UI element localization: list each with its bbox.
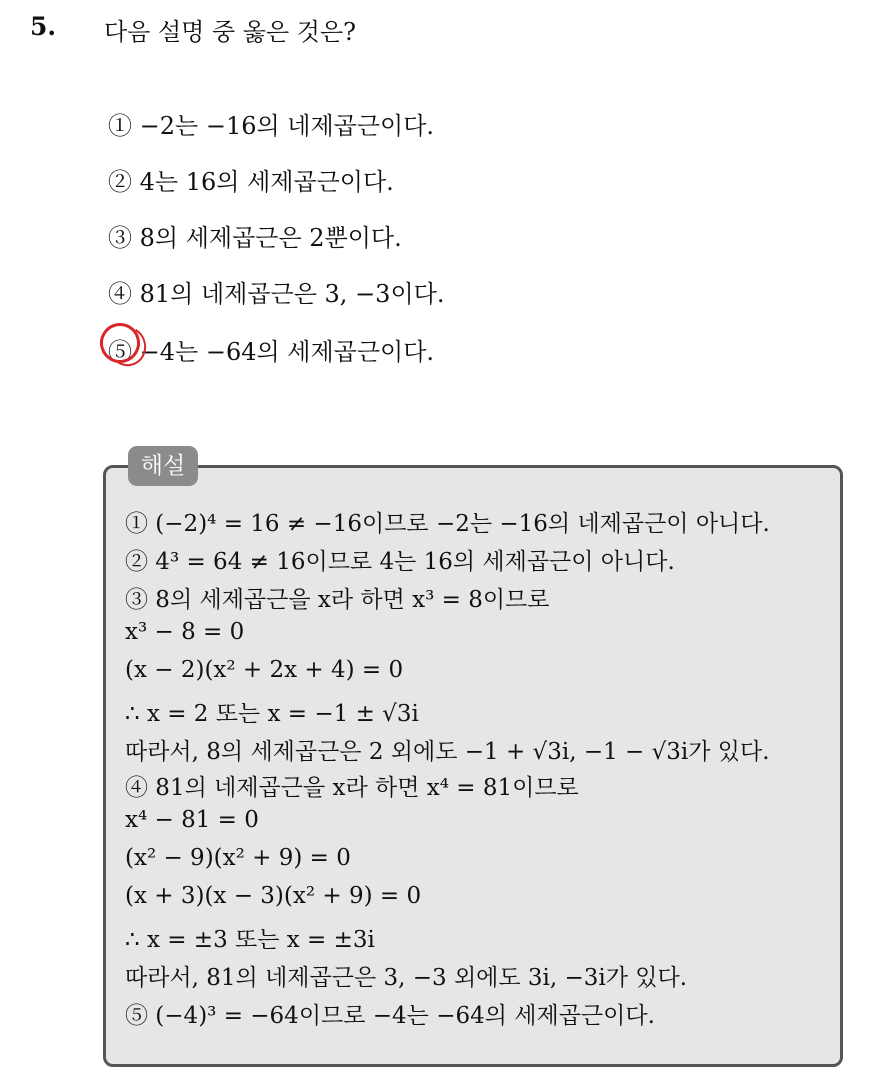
- explanation-line: x⁴ − 81 = 0: [125, 807, 259, 833]
- choice-2[interactable]: [108, 162, 394, 197]
- question-number: 5.: [30, 12, 57, 41]
- choice-1[interactable]: [108, 106, 434, 141]
- choice-4-body: 81의 네제곱근은 3, −3이다.: [139, 280, 445, 308]
- choice-5[interactable]: [108, 332, 434, 367]
- explanation-line: 따라서, 81의 네제곱근은 3, −3 외에도 3i, −3i가 있다.: [125, 965, 688, 991]
- choice-4-text: ④: [108, 280, 132, 308]
- choice-1-body: −2는 −16의 네제곱근이다.: [139, 112, 435, 140]
- choice-4[interactable]: [108, 274, 444, 309]
- choice-3-body: 8의 세제곱근은 2뿐이다.: [139, 224, 402, 252]
- choice-3[interactable]: [108, 218, 402, 253]
- explanation-line: ① (−2)⁴ = 16 ≠ −16이므로 −2는 −16의 네제곱근이 아니다.: [125, 511, 770, 537]
- explanation-line: ∴ x = 2 또는 x = −1 ± √3i: [125, 701, 419, 727]
- explanation-line: 따라서, 8의 세제곱근은 2 외에도 −1 + √3i, −1 − √3i가 있다.: [125, 739, 770, 765]
- choice-2-body: 4는 16의 세제곱근이다.: [139, 168, 394, 196]
- explanation-line: (x + 3)(x − 3)(x² + 9) = 0: [125, 883, 422, 909]
- choice-2-text: ②: [108, 168, 132, 196]
- question-text: 다음 설명 중 옳은 것은?: [104, 18, 357, 46]
- choice-5-text: ⑤: [108, 338, 132, 366]
- explanation-tag: 해설: [128, 446, 198, 486]
- explanation-line: ② 4³ = 64 ≠ 16이므로 4는 16의 세제곱근이 아니다.: [125, 549, 675, 575]
- explanation-line: ③ 8의 세제곱근을 x라 하면 x³ = 8이므로: [125, 587, 550, 613]
- explanation-line: ④ 81의 네제곱근을 x라 하면 x⁴ = 81이므로: [125, 775, 579, 801]
- explanation-line: x³ − 8 = 0: [125, 619, 245, 645]
- answer-circle-mark: [96, 319, 145, 368]
- choice-3-text: ③: [108, 224, 132, 252]
- explanation-line: ∴ x = ±3 또는 x = ±3i: [125, 927, 375, 953]
- choice-1-text: ①: [108, 112, 132, 140]
- choice-5-body: −4는 −64의 세제곱근이다.: [139, 338, 435, 366]
- explanation-line: (x² − 9)(x² + 9) = 0: [125, 845, 351, 871]
- explanation-line: ⑤ (−4)³ = −64이므로 −4는 −64의 세제곱근이다.: [125, 1003, 655, 1029]
- explanation-line: (x − 2)(x² + 2x + 4) = 0: [125, 657, 404, 683]
